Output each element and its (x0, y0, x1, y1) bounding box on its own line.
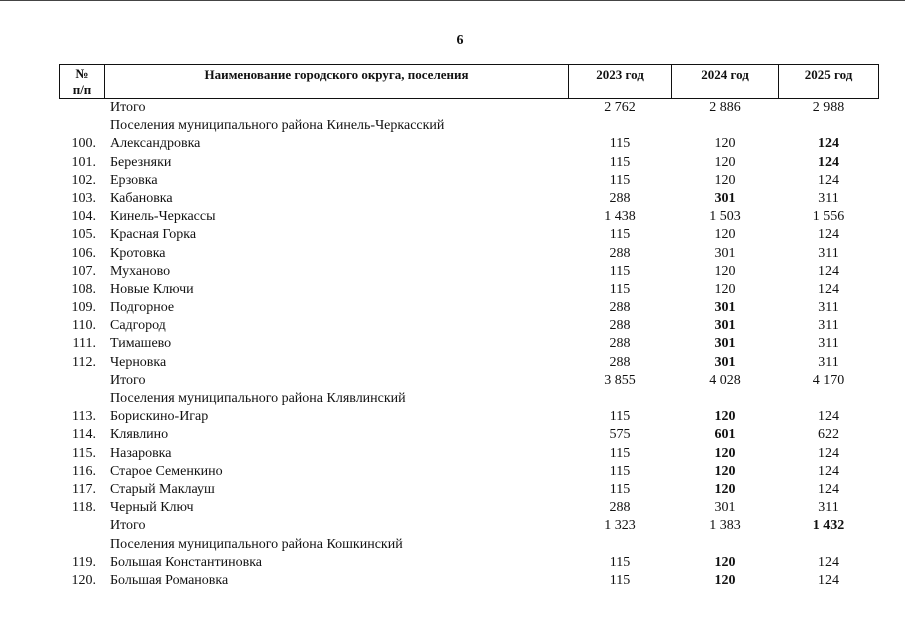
row-number: 104. (71, 209, 96, 225)
table-row (0, 372, 905, 390)
table-row (0, 335, 905, 353)
table-row (0, 99, 905, 117)
table-row (0, 190, 905, 208)
settlements-table-body (0, 99, 905, 590)
table-row (0, 572, 905, 590)
table-row (0, 445, 905, 463)
row-name: Поселения муниципального района Кошкинский (110, 536, 403, 552)
header-number-symbol: № (75, 66, 89, 81)
row-name: Старый Маклауш (110, 481, 215, 497)
value-2023: 115 (609, 172, 631, 188)
row-name: Кинель-Черкассы (110, 209, 216, 225)
row-name: Березняки (110, 154, 172, 170)
value-2023: 288 (609, 354, 631, 370)
value-2025: 124 (818, 136, 839, 152)
value-2023: 115 (609, 463, 631, 479)
value-2024: 301 (714, 500, 736, 516)
value-2024: 120 (714, 154, 736, 170)
row-name: Подгорное (110, 300, 175, 316)
table-row (0, 317, 905, 335)
row-number: 119. (72, 554, 96, 570)
table-row (0, 172, 905, 190)
header-name-column: Наименование городского округа, поселения (104, 64, 569, 99)
row-name: Большая Романовка (110, 572, 229, 588)
value-2024: 120 (714, 463, 736, 479)
value-2024: 120 (714, 263, 736, 279)
value-2023: 115 (609, 154, 631, 170)
value-2024: 120 (714, 136, 736, 152)
value-2023: 115 (609, 554, 631, 570)
row-number: 120. (71, 572, 96, 588)
value-2025: 124 (818, 463, 839, 479)
row-name: Александровка (110, 136, 201, 152)
table-row (0, 390, 905, 408)
table-row (0, 463, 905, 481)
header-year-2025: 2025 год (778, 64, 879, 99)
table-row (0, 426, 905, 444)
header-number-abbrev: п/п (72, 82, 92, 97)
value-2023: 115 (609, 227, 631, 243)
value-2025: 311 (818, 354, 839, 370)
value-2024: 120 (714, 172, 736, 188)
row-number: 116. (72, 463, 96, 479)
value-2023: 115 (609, 136, 631, 152)
table-row (0, 245, 905, 263)
row-name: Назаровка (110, 445, 172, 461)
value-2025: 1 556 (812, 209, 845, 225)
table-row (0, 226, 905, 244)
row-name: Старое Семенкино (110, 463, 223, 479)
value-2023: 288 (609, 500, 631, 516)
value-2025: 4 170 (812, 372, 845, 388)
row-number: 115. (72, 445, 96, 461)
row-name: Поселения муниципального района Клявлинский (110, 391, 406, 406)
table-row (0, 517, 905, 535)
value-2023: 1 438 (604, 209, 636, 225)
value-2024: 301 (714, 336, 736, 352)
row-number: 108. (71, 281, 96, 297)
header-year-2024: 2024 год (671, 64, 779, 99)
row-number: 100. (71, 136, 96, 152)
value-2023: 115 (609, 263, 631, 279)
table-row (0, 536, 905, 554)
row-number: 103. (71, 190, 96, 206)
row-number: 101. (71, 154, 96, 170)
value-2023: 115 (609, 281, 631, 297)
value-2024: 1 503 (709, 209, 741, 225)
value-2024: 301 (714, 300, 736, 316)
value-2025: 124 (818, 481, 839, 497)
value-2024: 120 (714, 409, 736, 425)
value-2025: 311 (818, 336, 839, 352)
row-name: Кротовка (110, 245, 166, 261)
table-row (0, 154, 905, 172)
table-row (0, 299, 905, 317)
value-2023: 288 (609, 245, 631, 261)
row-name: Ерзовка (110, 172, 158, 188)
value-2025: 124 (818, 554, 839, 570)
table-row (0, 499, 905, 517)
value-2024: 301 (714, 245, 736, 261)
row-name: Черный Ключ (110, 500, 194, 516)
value-2023: 288 (609, 300, 631, 316)
value-2023: 288 (609, 318, 631, 334)
row-number: 111. (72, 336, 96, 352)
value-2025: 124 (818, 154, 839, 170)
row-name: Тимашево (110, 336, 172, 352)
value-2024: 120 (714, 572, 736, 588)
row-number: 113. (72, 409, 96, 425)
row-number: 102. (71, 172, 96, 188)
table-row (0, 117, 905, 135)
row-number: 118. (72, 500, 96, 516)
value-2024: 120 (714, 445, 736, 461)
table-row (0, 408, 905, 426)
value-2024: 301 (714, 190, 736, 206)
value-2024: 2 886 (709, 100, 741, 115)
value-2024: 301 (714, 354, 736, 370)
row-number: 114. (72, 427, 96, 443)
value-2025: 1 432 (812, 518, 845, 534)
value-2025: 124 (818, 409, 839, 425)
value-2025: 622 (818, 427, 839, 443)
value-2024: 1 383 (709, 518, 741, 534)
row-number: 105. (71, 227, 96, 243)
row-name: Итого (110, 100, 146, 115)
value-2023: 2 762 (604, 100, 636, 115)
row-name: Красная Горка (110, 227, 197, 243)
value-2024: 120 (714, 554, 736, 570)
value-2025: 124 (818, 263, 839, 279)
row-number: 112. (72, 354, 96, 370)
value-2023: 115 (609, 445, 631, 461)
row-name: Большая Константиновка (110, 554, 263, 570)
page-number: 6 (456, 33, 464, 48)
row-number: 107. (71, 263, 96, 279)
row-name: Черновка (110, 354, 167, 370)
value-2023: 115 (609, 572, 631, 588)
row-name: Борискино-Игар (110, 409, 209, 425)
row-number: 110. (72, 318, 96, 334)
row-name: Итого (110, 518, 146, 534)
value-2025: 124 (818, 445, 839, 461)
value-2024: 4 028 (709, 372, 741, 388)
row-number: 106. (71, 245, 96, 261)
row-name: Клявлино (110, 427, 169, 443)
value-2023: 288 (609, 336, 631, 352)
header-number-column (59, 64, 105, 99)
row-number: 109. (71, 300, 96, 316)
header-year-2023: 2023 год (568, 64, 672, 99)
table-row (0, 281, 905, 299)
value-2025: 311 (818, 245, 839, 261)
row-name: Поселения муниципального района Кинель-Черкасский (110, 118, 445, 134)
value-2025: 311 (818, 500, 839, 516)
row-name: Кабановка (110, 190, 173, 206)
table-row (0, 481, 905, 499)
value-2023: 115 (609, 409, 631, 425)
row-name: Новые Ключи (110, 281, 194, 297)
table-row (0, 554, 905, 572)
value-2024: 120 (714, 227, 736, 243)
table-row (0, 135, 905, 153)
value-2025: 124 (818, 281, 839, 297)
row-number: 117. (72, 481, 96, 497)
row-name: Садгород (110, 318, 166, 334)
table-row (0, 208, 905, 226)
value-2024: 301 (714, 318, 736, 334)
value-2024: 120 (714, 281, 736, 297)
value-2025: 2 988 (812, 100, 845, 115)
row-name: Итого (110, 372, 146, 388)
value-2024: 120 (714, 481, 736, 497)
top-border-line (0, 0, 905, 1)
value-2025: 124 (818, 572, 839, 588)
value-2023: 3 855 (604, 372, 636, 388)
value-2023: 575 (609, 427, 631, 443)
value-2023: 288 (609, 190, 631, 206)
value-2025: 311 (818, 300, 839, 316)
value-2025: 311 (818, 190, 839, 206)
value-2025: 124 (818, 172, 839, 188)
value-2025: 311 (818, 318, 839, 334)
table-row (0, 263, 905, 281)
value-2023: 1 323 (604, 518, 636, 534)
value-2024: 601 (714, 427, 736, 443)
table-row (0, 354, 905, 372)
row-name: Муханово (110, 263, 171, 279)
value-2025: 124 (818, 227, 839, 243)
value-2023: 115 (609, 481, 631, 497)
